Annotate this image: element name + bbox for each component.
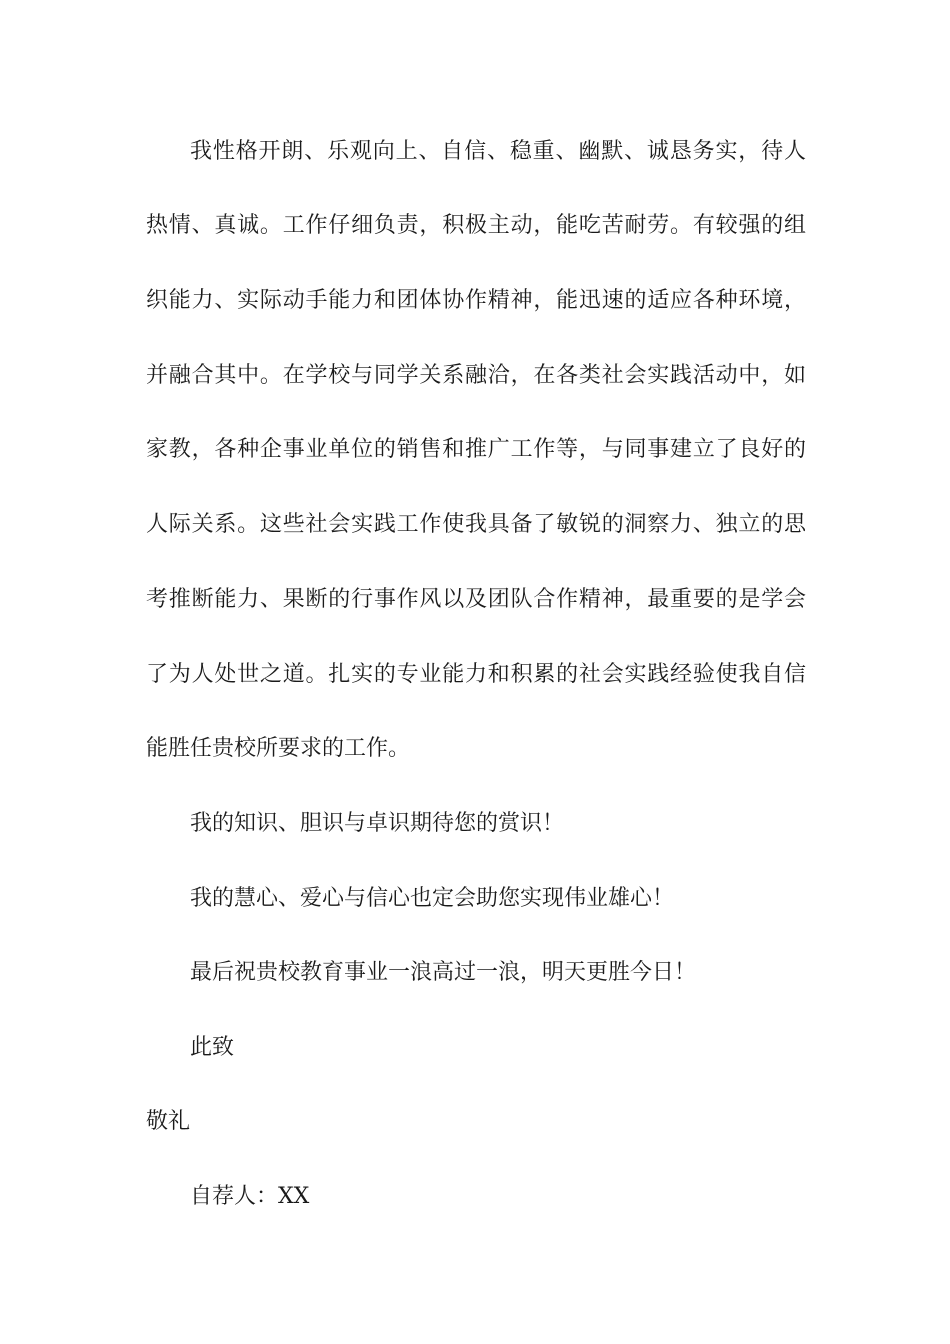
paragraph-line: 了为人处世之道。扎实的专业能力和积累的社会实践经验使我自信 [146, 662, 806, 687]
closing-line: 我的慧心、爱心与信心也定会助您实现伟业雄心！ [190, 886, 675, 911]
paragraph-line: 织能力、实际动手能力和团体协作精神，能迅速的适应各种环境， [146, 288, 806, 313]
paragraph-line: 热情、真诚。工作仔细负责，积极主动，能吃苦耐劳。有较强的组 [146, 213, 806, 238]
regards: 敬礼 [146, 1109, 191, 1134]
closing-line: 最后祝贵校教育事业一浪高过一浪，明天更胜今日！ [190, 960, 697, 985]
closing-line: 我的知识、胆识与卓识期待您的赏识！ [190, 811, 565, 836]
paragraph-line: 我性格开朗、乐观向上、自信、稳重、幽默、诚恳务实，待人 [190, 139, 806, 164]
signature: 自荐人：XX [190, 1184, 310, 1209]
paragraph-line: 能胜任贵校所要求的工作。 [146, 736, 411, 761]
paragraph-line: 家教，各种企事业单位的销售和推广工作等，与同事建立了良好的 [146, 437, 806, 462]
salutation: 此致 [190, 1035, 235, 1060]
paragraph-line: 并融合其中。在学校与同学关系融洽，在各类社会实践活动中，如 [146, 363, 806, 388]
paragraph-line: 人际关系。这些社会实践工作使我具备了敏锐的洞察力、独立的思 [146, 512, 806, 537]
paragraph-line: 考推断能力、果断的行事作风以及团队合作精神，最重要的是学会 [146, 587, 806, 612]
